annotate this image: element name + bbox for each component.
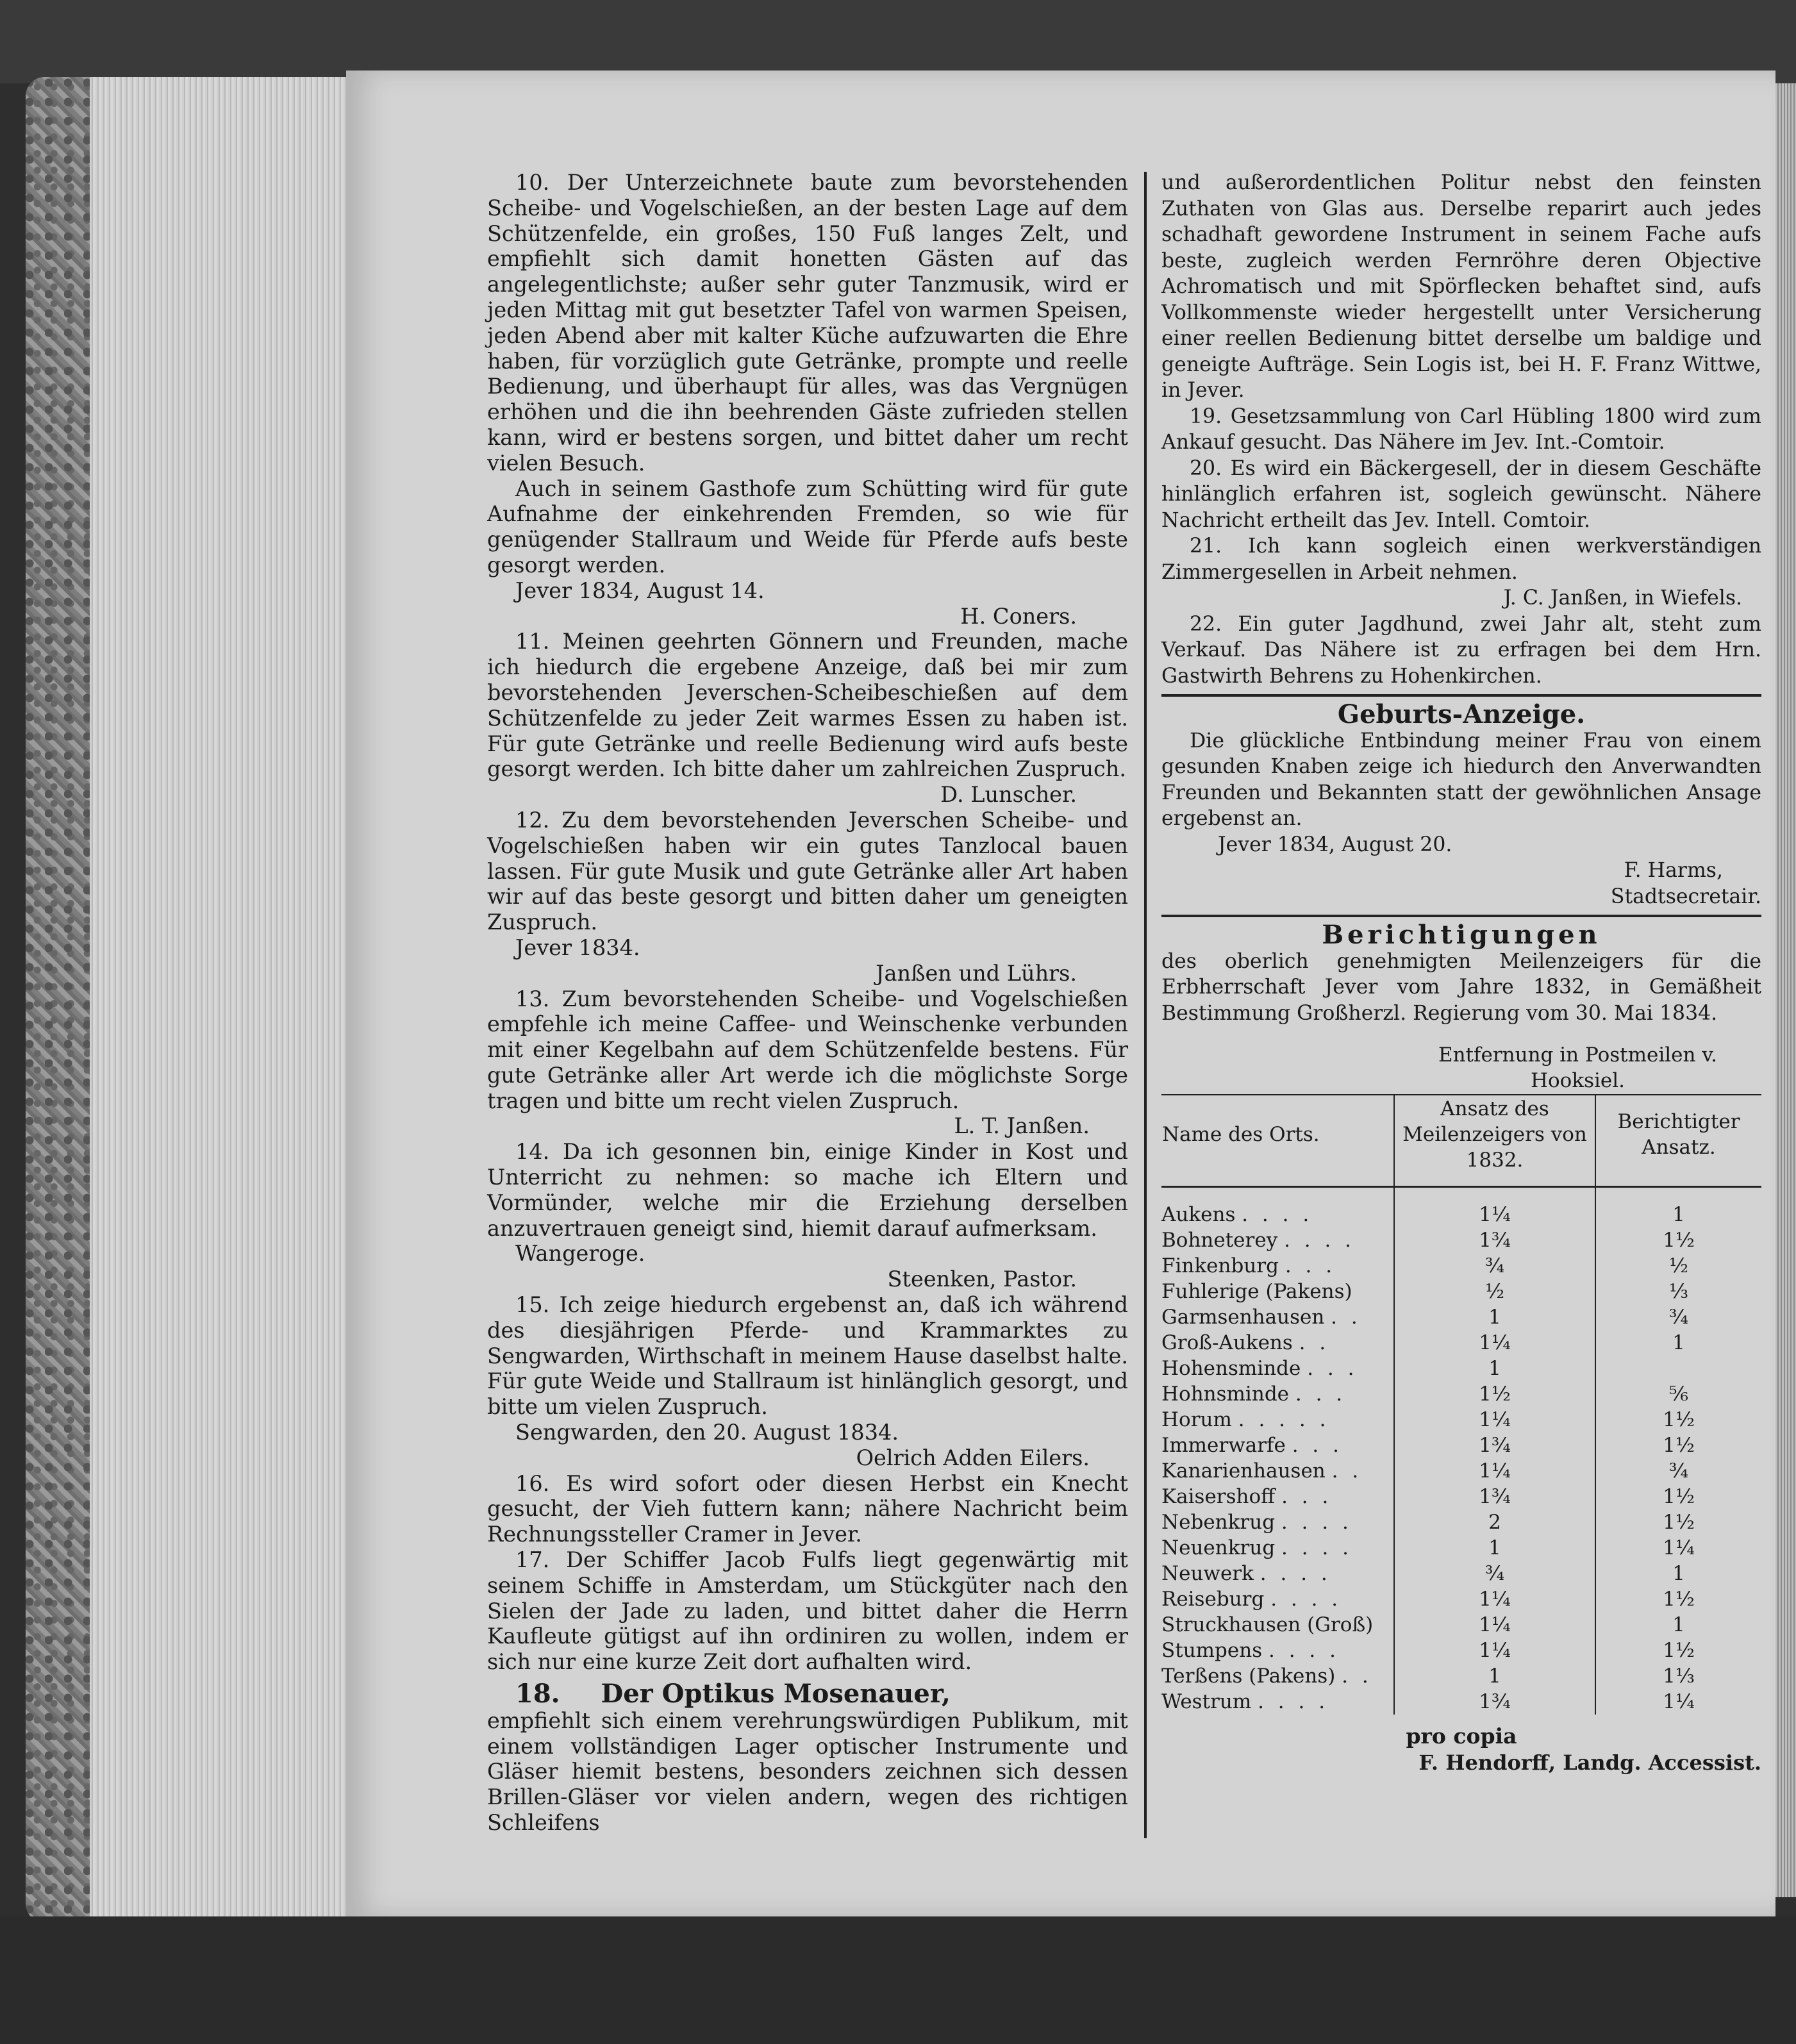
leader-dots: . . . .: [1268, 1639, 1340, 1662]
place-name-cell: [1161, 1484, 1394, 1509]
birth-date: Jever 1834, August 20.: [1218, 833, 1452, 856]
place-name-cell: [1161, 1689, 1394, 1715]
old-distance: 1½: [1394, 1381, 1595, 1407]
place-name: Neuenkrug: [1161, 1536, 1276, 1559]
new-distance: ¾: [1595, 1304, 1761, 1330]
ad-15-date: Sengwarden, den 20. August 1834.: [515, 1420, 899, 1445]
place-name: Westrum: [1161, 1690, 1252, 1713]
ad-18-header: [487, 1681, 1128, 1708]
place-name-cell: [1161, 1586, 1394, 1612]
table-row: [1161, 1279, 1761, 1304]
place-name: Immerwarfe: [1161, 1434, 1286, 1457]
right-page-edge: [1775, 83, 1796, 1897]
new-distance: 1: [1595, 1612, 1761, 1638]
place-name: Fuhlerige (Pakens): [1161, 1280, 1352, 1303]
leader-dots: . . . .: [1258, 1690, 1329, 1713]
ad-20-text: 20. Es wird ein Bäckergesell, der in diesem Geschäfte hinlänglich erfahren ist, sogleich gewünscht. Nähere Nachricht ertheilt das Jev. Intell. Comtoir.: [1161, 456, 1761, 532]
place-name: Hohensminde: [1161, 1357, 1301, 1380]
birth-text: Die glückliche Entbindung meiner Frau von einem gesunden Knaben zeige ich hiedurch den Anverwandten Freunden und Bekannten statt der gewöhnlichen Ansage ergebenst an.: [1161, 729, 1761, 830]
old-distance: ¾: [1394, 1253, 1595, 1279]
col-header-new: Berichtigter Ansatz.: [1595, 1095, 1761, 1187]
ad-18-continuation: und außerordentlichen Politur nebst den feinsten Zuthaten von Glas aus. Derselbe reparirt auch jedes schadhaft gewordene Instrument in seinem Fache aufs beste, zugleich werden Fernröhre deren Objective Achromatisch und mit Spörflecken behaftet sind, aufs Vollkommenste wieder hergestellt unter Versicherung einer reellen Bedienung bittet derselbe um baldige und geneigte Aufträge. Sein Logis ist, bei H. F. Franz Wittwe, in Jever.: [1161, 171, 1761, 402]
old-distance: 1: [1394, 1663, 1595, 1689]
pro-copia: pro copia: [1406, 1724, 1517, 1749]
ad-10-date: Jever 1834, August 14.: [515, 577, 765, 603]
leader-dots: . . .: [1281, 1485, 1333, 1508]
leader-dots: . . . .: [1284, 1229, 1356, 1252]
table-row: [1161, 1356, 1761, 1381]
new-distance: 1¼: [1595, 1689, 1761, 1715]
group-header: Entfernung in Postmeilen v. Hooksiel.: [1394, 1042, 1761, 1095]
page-edges: [90, 77, 359, 1923]
ad-10-signature: H. Coners.: [960, 603, 1077, 629]
ad-14-text: 14. Da ich gesonnen bin, einige Kinder in Kost und Unterricht zu nehmen: so mache ich Eltern und Vormünder, welche mir die Erziehung derselben anzuvertrauen geneigt sind, hiemit darauf aufmerksam.: [487, 1139, 1128, 1241]
old-distance: 1¼: [1394, 1407, 1595, 1433]
table-row: [1161, 1638, 1761, 1663]
place-name-cell: [1161, 1356, 1394, 1381]
old-distance: 1¼: [1394, 1586, 1595, 1612]
ad-15-signature: Oelrich Adden Eilers.: [856, 1445, 1090, 1470]
leader-dots: . . . .: [1260, 1562, 1331, 1585]
place-name: Finkenburg: [1161, 1254, 1279, 1277]
place-name-cell: [1161, 1433, 1394, 1458]
table-row: [1161, 1663, 1761, 1689]
table-row: [1161, 1586, 1761, 1612]
place-name-cell: [1161, 1227, 1394, 1253]
table-row: [1161, 1433, 1761, 1458]
ad-18-number: 18.: [515, 1679, 560, 1709]
old-distance: 2: [1394, 1509, 1595, 1535]
ad-18-heading: Der Optikus Mosenauer,: [601, 1679, 951, 1709]
leader-dots: . .: [1342, 1665, 1372, 1688]
ad-19-text: 19. Gesetzsammlung von Carl Hübling 1800 wird zum Ankauf gesucht. Das Nähere im Jev. Int.-Comtoir.: [1161, 404, 1761, 454]
ad-14-place: Wangeroge.: [515, 1241, 645, 1267]
new-distance: 1½: [1595, 1407, 1761, 1433]
leader-dots: . .: [1331, 1459, 1363, 1483]
place-name: Horum: [1161, 1408, 1232, 1431]
leader-dots: . . . .: [1281, 1536, 1353, 1559]
right-column: [1161, 170, 1761, 1775]
place-name-cell: [1161, 1458, 1394, 1484]
section-rule: [1161, 915, 1761, 917]
ad-21-text: 21. Ich kann sogleich einen werkverständigen Zimmergesellen in Arbeit nehmen.: [1161, 535, 1761, 584]
ad-10-text: 10. Der Unterzeichnete baute zum bevorstehenden Scheibe- und Vogelschießen, an der besten Lage auf dem Schützenfelde, ein großes, 150 Fuß langes Zelt, und empfiehlt sich damit honetten Gästen auf das angelegentlichste; außer sehr guter Tanzmusik, wird er jeden Mittag mit gut besetzter Tafel von warmen Speisen, jeden Abend aber mit kalter Küche aufzuwarten die Ehre haben, für vorzüglich gute Getränke, prompte und reelle Bedienung, und überhaupt für alles, was das Vergnügen erhöhen und die ihn beehrenden Gäste zufrieden stellen kann, wird er bestens sorgen, und bittet daher um recht vielen Besuch.: [487, 170, 1128, 476]
place-name: Neuwerk: [1161, 1562, 1254, 1585]
new-distance: ⅚: [1595, 1381, 1761, 1407]
place-name-cell: [1161, 1663, 1394, 1689]
leader-dots: . . .: [1307, 1357, 1358, 1380]
old-distance: 1: [1394, 1356, 1595, 1381]
old-distance: 1: [1394, 1535, 1595, 1561]
old-distance: 1¼: [1394, 1612, 1595, 1638]
place-name-cell: [1161, 1561, 1394, 1586]
old-distance: 1¼: [1394, 1638, 1595, 1663]
ad-16-text: 16. Es wird sofort oder diesen Herbst ein Knecht gesucht, der Vieh futtern kann; nähere Nachricht beim Rechnungssteller Cramer in Jever.: [487, 1470, 1128, 1547]
new-distance: 1⅓: [1595, 1663, 1761, 1689]
new-distance: ⅓: [1595, 1279, 1761, 1304]
ad-13-text: 13. Zum bevorstehenden Scheibe- und Vogelschießen empfehle ich meine Caffee- und Weinschenke verbunden mit einer Kegelbahn auf dem Schützenfelde bestens. Für gute Getränke aller Art werde ich die möglichste Sorge tragen und bitte um recht vielen Zuspruch.: [487, 986, 1128, 1113]
birth-signature: F. Harms,: [1624, 859, 1723, 882]
section-rule: [1161, 694, 1761, 697]
new-distance: ½: [1595, 1253, 1761, 1279]
new-distance: 1: [1595, 1330, 1761, 1356]
table-row: [1161, 1187, 1761, 1228]
old-distance: ½: [1394, 1279, 1595, 1304]
table-group-header-row: [1161, 1042, 1761, 1095]
birth-heading: Geburts-Anzeige.: [1337, 699, 1586, 729]
corrections-heading: Berichtigungen: [1322, 920, 1601, 950]
new-distance: [1595, 1356, 1761, 1381]
place-name-cell: [1161, 1407, 1394, 1433]
ad-12-text: 12. Zu dem bevorstehenden Jeverschen Scheibe- und Vogelschießen haben wir ein gutes Tanzlocal bauen lassen. Für gute Musik und gute Getränke aller Art haben wir auf das beste gesorgt und bitten daher um geneigten Zuspruch.: [487, 807, 1128, 935]
place-name: Garmsenhausen: [1161, 1306, 1325, 1329]
new-distance: 1½: [1595, 1509, 1761, 1535]
ad-13-signature: L. T. Janßen.: [954, 1113, 1090, 1139]
old-distance: 1¾: [1394, 1433, 1595, 1458]
place-name: Groß-Aukens: [1161, 1331, 1293, 1354]
place-name: Terßens (Pakens): [1161, 1665, 1336, 1688]
old-distance: 1¾: [1394, 1484, 1595, 1509]
old-distance: 1¼: [1394, 1330, 1595, 1356]
ad-14-signature: Steenken, Pastor.: [887, 1267, 1077, 1292]
table-row: [1161, 1561, 1761, 1586]
col-header-old: Ansatz des Meilenzeigers von 1832.: [1394, 1095, 1595, 1187]
table-row: [1161, 1535, 1761, 1561]
leader-dots: . . . .: [1242, 1203, 1313, 1226]
place-name: Nebenkrug: [1161, 1511, 1276, 1534]
old-distance: 1¼: [1394, 1458, 1595, 1484]
old-distance: 1¼: [1394, 1187, 1595, 1228]
place-name: Bohneterey: [1161, 1229, 1278, 1252]
new-distance: 1½: [1595, 1484, 1761, 1509]
table-row: [1161, 1407, 1761, 1433]
new-distance: 1½: [1595, 1433, 1761, 1458]
leader-dots: . . .: [1295, 1383, 1347, 1406]
table-header-row: [1161, 1095, 1761, 1187]
place-name-cell: [1161, 1187, 1394, 1228]
leader-dots: . .: [1299, 1331, 1330, 1354]
place-name: Hohnsminde: [1161, 1383, 1290, 1406]
ad-15-text: 15. Ich zeige hiedurch ergebenst an, daß ich während des diesjährigen Pferde- und Krammarktes zu Sengwarden, Wirthschaft in meinem Hause daselbst halte. Für gute Weide und Stallraum ist hinlänglich gesorgt, und bitte um vielen Zuspruch.: [487, 1292, 1128, 1420]
place-name-cell: [1161, 1279, 1394, 1304]
ad-10-text2: Auch in seinem Gasthofe zum Schütting wird für gute Aufnahme der einkehrenden Fremden, so wie für genügender Stallraum und Weide für Pferde aufs beste gesorgt werden.: [487, 476, 1128, 577]
distance-table: [1161, 1042, 1761, 1715]
leader-dots: . . . . .: [1238, 1408, 1330, 1431]
place-name-cell: [1161, 1612, 1394, 1638]
leader-dots: . . . .: [1281, 1511, 1352, 1534]
table-row: [1161, 1458, 1761, 1484]
corrections-intro: des oberlich genehmigten Meilenzeigers für die Erbherrschaft Jever vom Jahre 1832, in Gemäßheit Bestimmung Großherzl. Regierung vom 30. Mai 1834.: [1161, 949, 1761, 1025]
place-name: Struckhausen (Groß): [1161, 1613, 1374, 1636]
ad-18-text: empfiehlt sich einem verehrungswürdigen Publikum, mit einem vollständigen Lager optischer Instrumente und Gläser hiemit bestens, besonders zeichnen sich dessen Brillen-Gläser vor vielen andern, wegen des richtigen Schleifens: [487, 1707, 1128, 1835]
birth-signature-title: Stadtsecretair.: [1610, 885, 1761, 908]
place-name-cell: [1161, 1381, 1394, 1407]
new-distance: 1½: [1595, 1227, 1761, 1253]
place-name-cell: [1161, 1253, 1394, 1279]
leader-dots: . . . .: [1270, 1588, 1342, 1611]
copy-signature: F. Hendorff, Landg. Accessist.: [1418, 1750, 1761, 1775]
place-name: Aukens: [1161, 1203, 1236, 1226]
leader-dots: . .: [1331, 1306, 1361, 1329]
table-row: [1161, 1612, 1761, 1638]
place-name: Stumpens: [1161, 1639, 1263, 1662]
col-header-name: Name des Orts.: [1161, 1095, 1394, 1187]
new-distance: 1½: [1595, 1586, 1761, 1612]
table-row: [1161, 1689, 1761, 1715]
table-body: [1161, 1187, 1761, 1715]
background-bottom: [0, 1916, 1796, 2044]
old-distance: 1¾: [1394, 1227, 1595, 1253]
ad-12-date: Jever 1834.: [515, 935, 640, 960]
ad-11-signature: D. Lunscher.: [940, 782, 1077, 808]
table-row: [1161, 1227, 1761, 1253]
new-distance: 1½: [1595, 1638, 1761, 1663]
new-distance: ¾: [1595, 1458, 1761, 1484]
table-row: [1161, 1509, 1761, 1535]
place-name-cell: [1161, 1535, 1394, 1561]
new-distance: 1¼: [1595, 1535, 1761, 1561]
old-distance: 1¾: [1394, 1689, 1595, 1715]
ad-22-text: 22. Ein guter Jagdhund, zwei Jahr alt, steht zum Verkauf. Das Nähere ist zu erfragen bei dem Hrn. Gastwirth Behrens zu Hohenkirchen.: [1161, 612, 1761, 688]
table-row: [1161, 1484, 1761, 1509]
table-row: [1161, 1330, 1761, 1356]
ad-17-text: 17. Der Schiffer Jacob Fulfs liegt gegenwärtig mit seinem Schiffe in Amsterdam, um Stückgüter nach den Sielen der Jade zu laden, und bittet daher die Herrn Kaufleute gütigst auf ihn ordiniren zu wollen, indem er sich nur eine kurze Zeit dort aufhalten wird.: [487, 1547, 1128, 1675]
ad-12-signature: Janßen und Lührs.: [876, 960, 1077, 986]
ad-21-signature: J. C. Janßen, in Wiefels.: [1503, 586, 1742, 610]
place-name-cell: [1161, 1304, 1394, 1330]
leader-dots: . . .: [1285, 1254, 1336, 1277]
place-name: Kanarienhausen: [1161, 1459, 1326, 1483]
table-row: [1161, 1253, 1761, 1279]
place-name-cell: [1161, 1330, 1394, 1356]
place-name: Kaisershoff: [1161, 1485, 1276, 1508]
place-name-cell: [1161, 1509, 1394, 1535]
old-distance: ¾: [1394, 1561, 1595, 1586]
left-column: [487, 170, 1128, 1836]
place-name-cell: [1161, 1638, 1394, 1663]
old-distance: 1: [1394, 1304, 1595, 1330]
new-distance: 1: [1595, 1187, 1761, 1228]
new-distance: 1: [1595, 1561, 1761, 1586]
column-divider: [1144, 172, 1147, 1838]
table-row: [1161, 1304, 1761, 1330]
ad-11-text: 11. Meinen geehrten Gönnern und Freunden, mache ich hiedurch die ergebene Anzeige, daß bei mir zum bevorstehenden Jeverschen-Scheibeschießen auf dem Schützenfelde zu jeder Zeit warmes Essen zu haben ist. Für gute Getränke und reelle Bedienung wird aufs beste gesorgt werden. Ich bitte daher um zahlreichen Zuspruch.: [487, 629, 1128, 782]
leader-dots: . . .: [1292, 1434, 1343, 1457]
place-name: Reiseburg: [1161, 1588, 1265, 1611]
table-row: [1161, 1381, 1761, 1407]
